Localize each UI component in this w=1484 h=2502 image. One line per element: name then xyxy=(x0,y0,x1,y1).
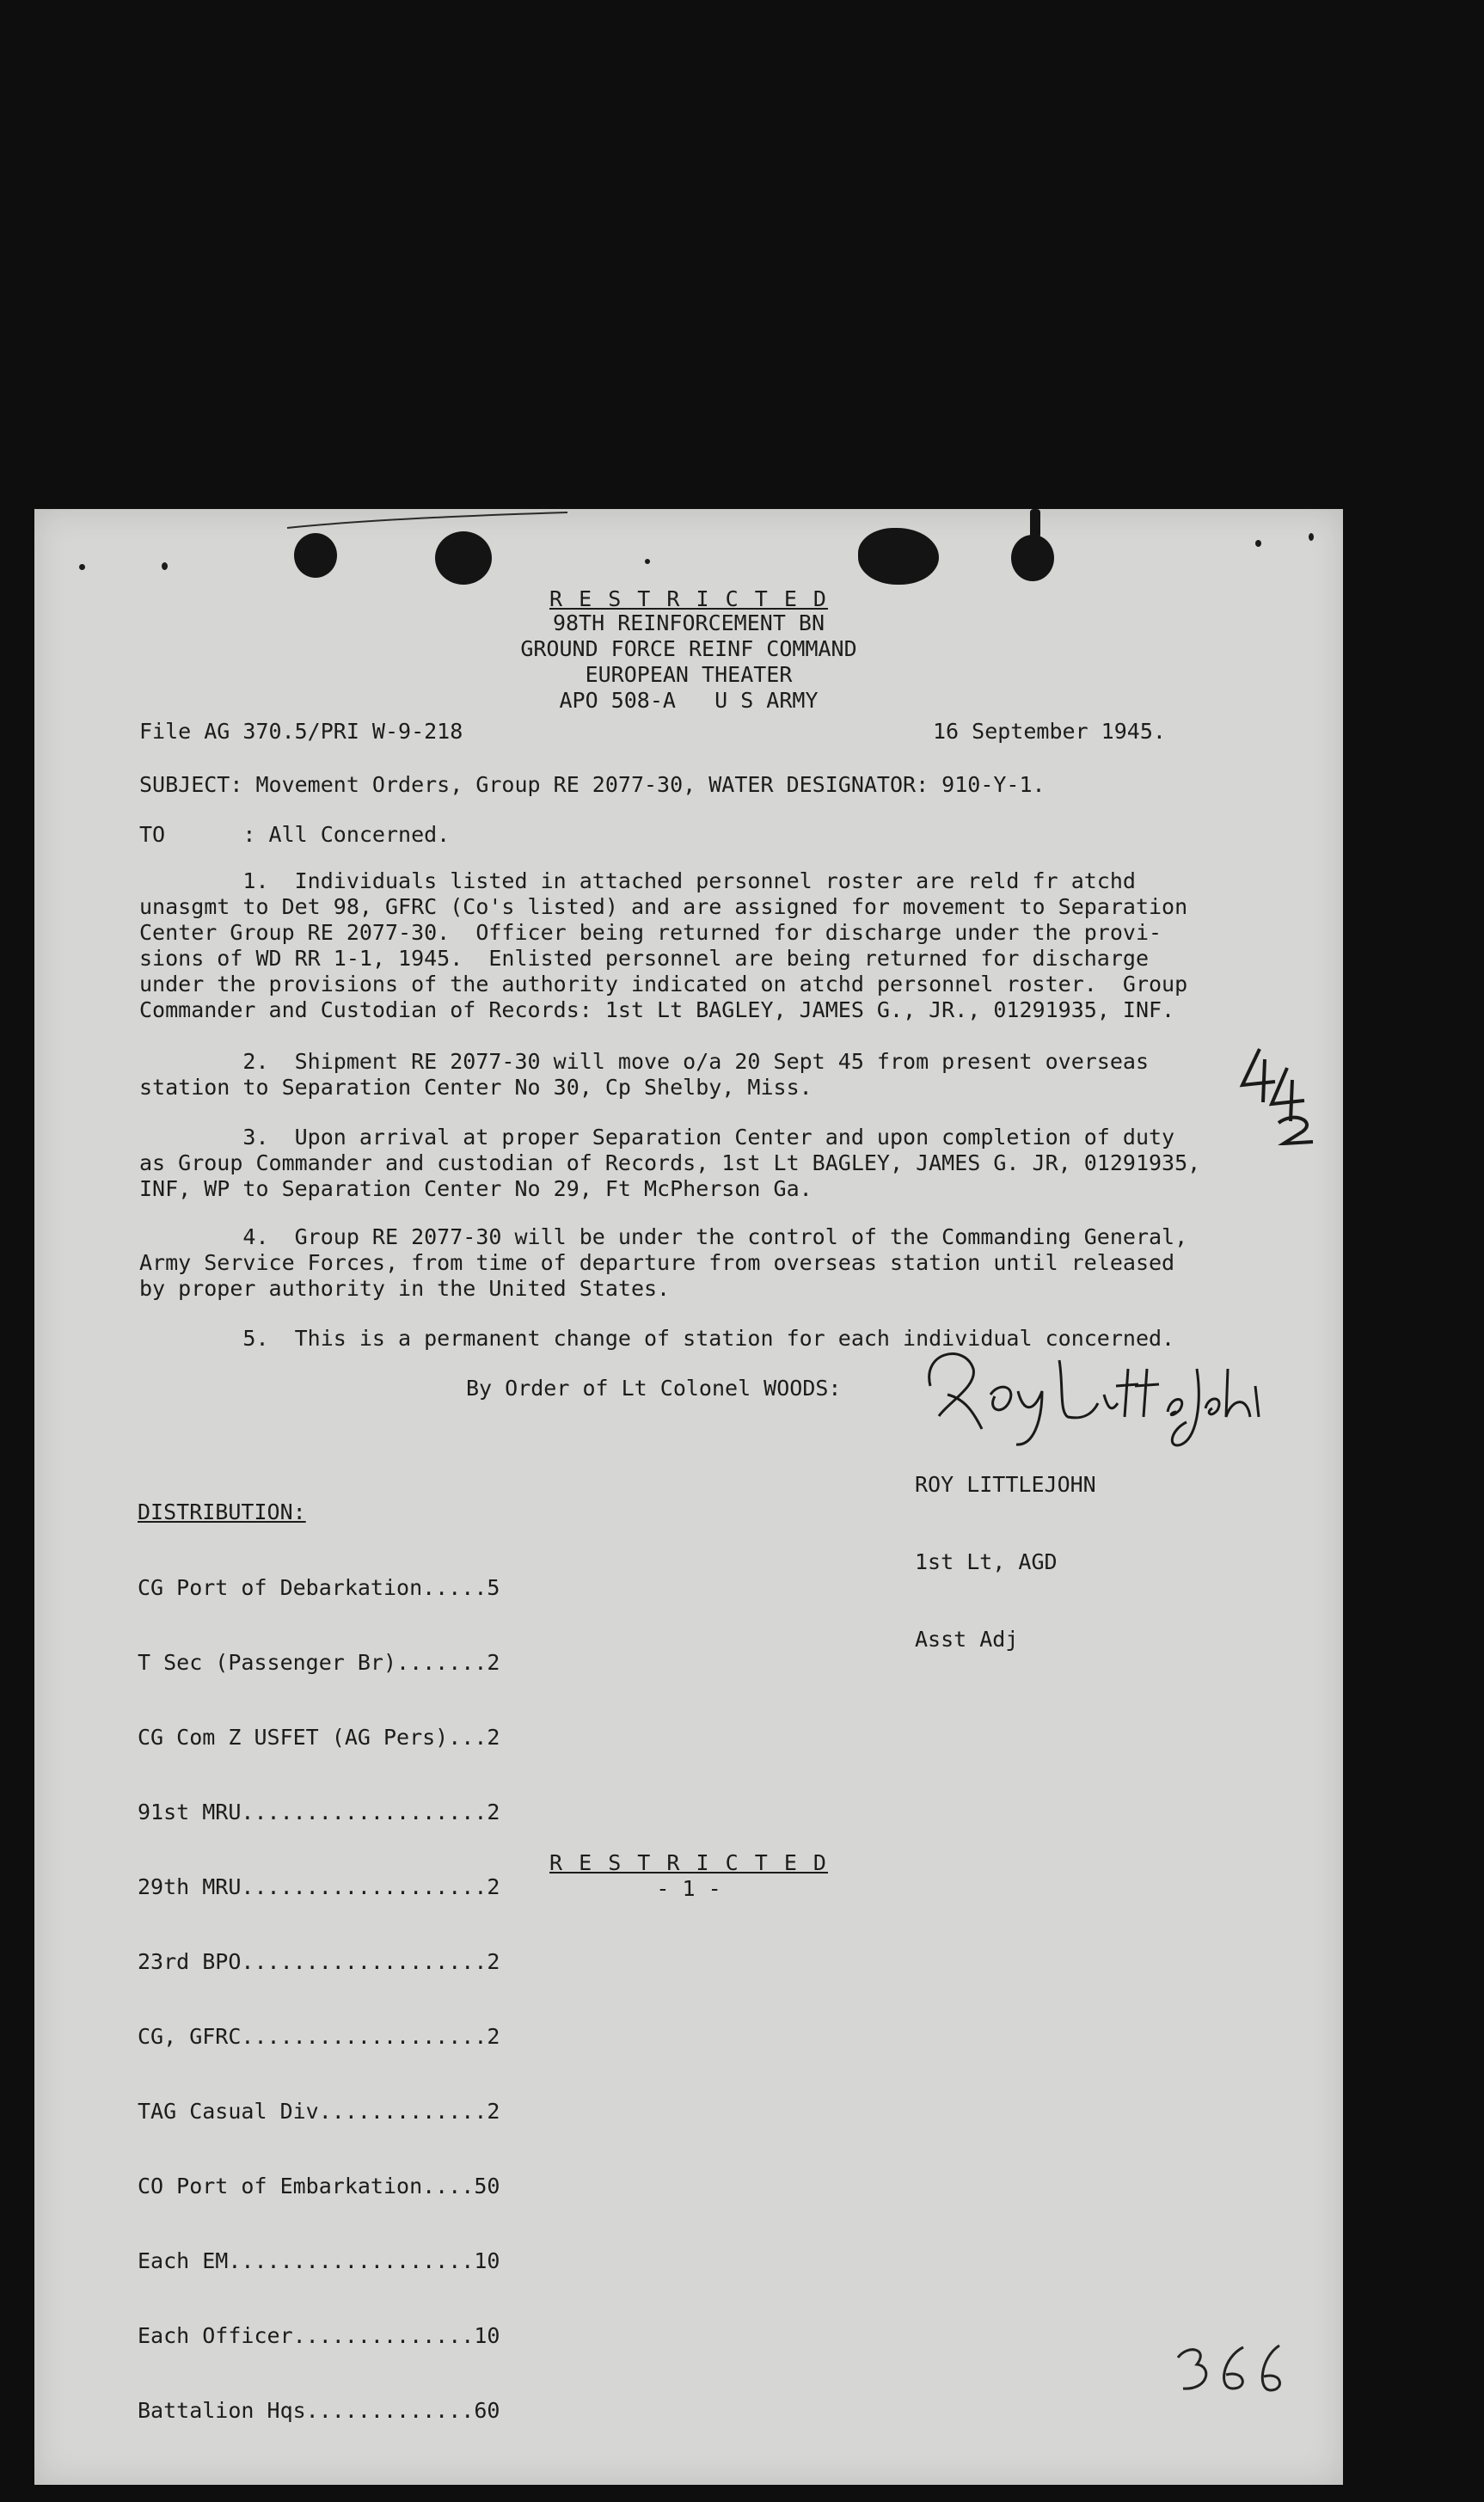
list-item: 29th MRU...................2 xyxy=(138,1874,500,1899)
list-item: CG, GFRC...................2 xyxy=(138,2024,500,2049)
list-item: Each Officer..............10 xyxy=(138,2323,500,2348)
subject-line: SUBJECT: Movement Orders, Group RE 2077-30, WATER DESIGNATOR: 910-Y-1. xyxy=(139,772,1046,797)
speck xyxy=(1309,533,1314,541)
list-item: CG Com Z USFET (AG Pers)...2 xyxy=(138,1725,500,1750)
signer-title: Asst Adj xyxy=(915,1627,1019,1652)
paragraph-4: 4. Group RE 2077-30 will be under the control of the Commanding General, Army Service Forces, from time of departure from overseas station until released by proper authority in the United States. xyxy=(139,1224,1188,1301)
file-reference: File AG 370.5/PRI W-9-218 xyxy=(139,719,463,744)
punch-hole xyxy=(435,531,492,585)
handwritten-margin-number xyxy=(1234,1042,1320,1145)
punch-hole xyxy=(858,528,939,585)
unit-name: 98TH REINFORCEMENT BN xyxy=(552,610,825,635)
punch-mark xyxy=(1030,509,1040,538)
list-item: CG Port of Debarkation.....5 xyxy=(138,1575,500,1600)
restricted-header: R E S T R I C T E D xyxy=(549,586,828,611)
to-line: TO : All Concerned. xyxy=(139,822,451,847)
signer-rank: 1st Lt, AGD xyxy=(915,1549,1058,1574)
by-order-line: By Order of Lt Colonel WOODS: xyxy=(466,1376,842,1401)
speck xyxy=(645,559,650,564)
list-item: 23rd BPO...................2 xyxy=(138,1949,500,1974)
distribution-title: DISTRIBUTION: xyxy=(138,1499,306,1524)
paragraph-5: 5. This is a permanent change of station for each individual concerned. xyxy=(139,1326,1175,1351)
speck xyxy=(1255,540,1261,547)
list-item: TAG Casual Div.............2 xyxy=(138,2099,500,2124)
punch-hole xyxy=(1011,535,1054,581)
command-name: GROUND FORCE REINF COMMAND xyxy=(520,636,857,661)
list-item: Each EM...................10 xyxy=(138,2248,500,2273)
paragraph-1: 1. Individuals listed in attached personnel roster are reld fr atchd unasgmt to Det 98, GFRC (Co's listed) and are assigned for movement to Separation Center Group RE 2077-30. Officer being returned for discharge under the provi- sions of WD RR 1-1, 1945. Enlisted personnel are being returned for discharge under the provisions of the authority indicated on atchd personnel roster. Group Commander and Custodian of Records: 1st Lt BAGLEY, JAMES G., JR., 01291935, INF. xyxy=(139,868,1188,1022)
list-item: CO Port of Embarkation....50 xyxy=(138,2174,500,2198)
speck xyxy=(79,564,85,570)
list-item: 91st MRU...................2 xyxy=(138,1800,500,1824)
list-item: T Sec (Passenger Br).......2 xyxy=(138,1650,500,1675)
restricted-footer: R E S T R I C T E D xyxy=(549,1850,828,1875)
paragraph-3: 3. Upon arrival at proper Separation Center and upon completion of duty as Group Commander and custodian of Records, 1st Lt BAGLEY, JAMES G. JR, 01291935, INF, WP to Separation Center No 29, Ft McPherson Ga. xyxy=(139,1125,1201,1201)
speck xyxy=(162,562,168,570)
document-page xyxy=(34,509,1343,2485)
document-date: 16 September 1945. xyxy=(933,719,1166,744)
signature-block xyxy=(915,1420,1096,1704)
handwritten-page-number xyxy=(1171,2340,1291,2401)
list-item: Battalion Hqs.............60 xyxy=(138,2398,500,2423)
theater-name: EUROPEAN THEATER xyxy=(585,662,793,687)
paragraph-2: 2. Shipment RE 2077-30 will move o/a 20 Sept 45 from present overseas station to Separation Center No 30, Cp Shelby, Miss. xyxy=(139,1049,1149,1100)
page-number: - 1 - xyxy=(656,1876,721,1901)
pencil-stroke xyxy=(284,509,576,535)
signer-name: ROY LITTLEJOHN xyxy=(915,1472,1096,1497)
distribution-list xyxy=(138,1525,500,2473)
apo-line: APO 508-A U S ARMY xyxy=(559,688,819,713)
punch-hole xyxy=(294,533,337,578)
